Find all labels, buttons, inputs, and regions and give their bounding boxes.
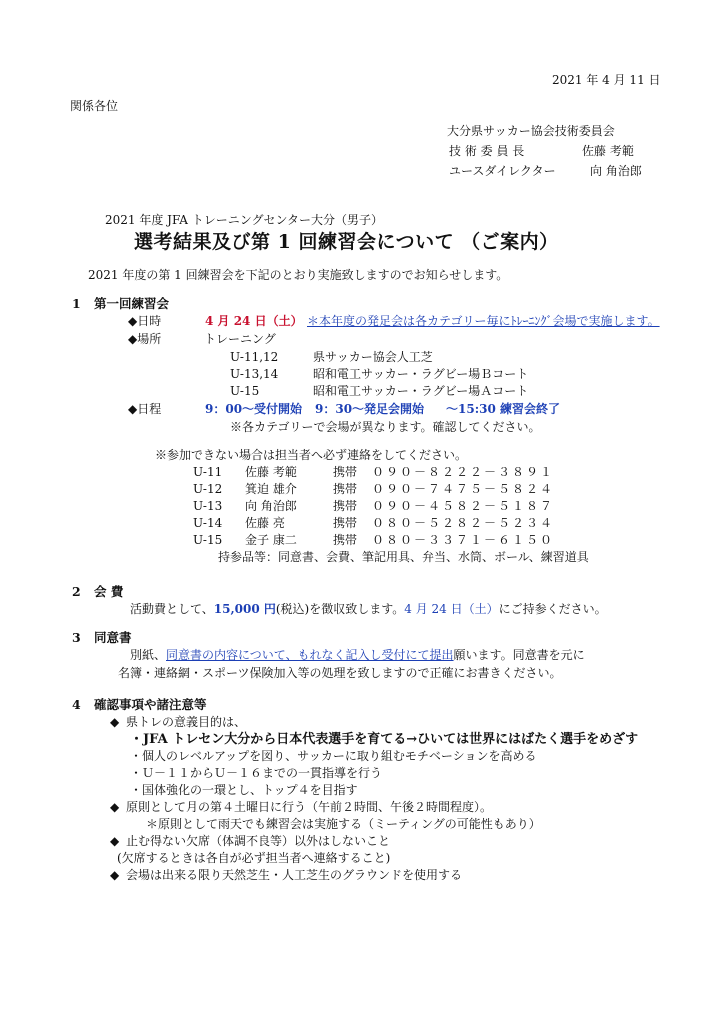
contact-category: U-15 xyxy=(193,533,223,547)
contact-phone-label: 携帯 xyxy=(333,465,358,479)
venue-category: U-13,14 xyxy=(230,367,279,381)
contact-phone-label: 携帯 xyxy=(333,516,358,530)
section-3-number: 3 xyxy=(72,630,81,645)
document-title: 選考結果及び第 1 回練習会について （ご案内） xyxy=(134,231,559,253)
consent-link[interactable]: 同意書の内容について、もれなく記入し受付にて提出 xyxy=(166,648,454,662)
contact-note: ※参加できない場合は担当者へ必ず連絡をしてください。 xyxy=(155,448,468,462)
sender-name-1: 佐藤 考範 xyxy=(582,144,634,158)
contact-phone: ０９０－８２２２－３８９１ xyxy=(372,465,555,479)
purpose-item: ・個人のレベルアップを図り、サッカーに取り組むモチベーションを高める xyxy=(130,749,537,763)
contact-name: 箕迫 雄介 xyxy=(245,482,297,496)
contact-phone: ０９０－７４７５－５８２４ xyxy=(372,482,555,496)
diamond-bullet-icon: ◆ xyxy=(110,834,120,848)
fee-amount: 15,000 円 xyxy=(213,602,276,616)
document-subtitle: 2021 年度 JFA トレーニングセンター大分（男子） xyxy=(105,213,384,227)
contact-name: 佐藤 考範 xyxy=(245,465,297,479)
sender-organization: 大分県サッカー協会技術委員会 xyxy=(447,124,615,138)
venue-category: U-15 xyxy=(230,384,260,398)
contact-phone-label: 携帯 xyxy=(333,533,358,547)
purpose-main: ・JFA トレセン大分から日本代表選手を育てる→ひいては世界にはばたく選手をめざす xyxy=(130,732,639,747)
rule-absence: ◆ 止む得ない欠席（体調不良等）以外はしないこと xyxy=(110,834,391,848)
datetime-label: ◆日時 xyxy=(128,314,162,328)
rule-venue: ◆ 会場は出来る限り天然芝生・人工芝生のグラウンドを使用する xyxy=(110,868,463,882)
section-1-number: 1 xyxy=(72,296,81,311)
venue-name: 昭和電工サッカー・ラグビー場Ａコート xyxy=(313,384,529,398)
section-1-heading: 第一回練習会 xyxy=(94,296,170,311)
venue-name: 県サッカー協会人工芝 xyxy=(313,350,433,364)
diamond-bullet-icon: ◆ xyxy=(110,715,120,729)
intro-text: 2021 年度の第 1 回練習会を下記のとおり実施致しますのでお知らせします。 xyxy=(88,268,509,282)
diamond-bullet-icon: ◆ xyxy=(110,868,120,882)
meeting-time: 9：30～発足会開始 xyxy=(315,402,425,416)
purpose-heading: ◆ 県トレの意義目的は、 xyxy=(110,715,247,729)
contact-phone-label: 携帯 xyxy=(333,482,358,496)
sender-name-2: 向 角治郎 xyxy=(590,164,642,178)
diamond-bullet-icon: ◆ xyxy=(110,800,120,814)
contact-category: U-13 xyxy=(193,499,223,513)
schedule-label: ◆日程 xyxy=(128,402,162,416)
end-time: ～15:30 練習会終了 xyxy=(446,402,561,416)
consent-prefix: 別紙、 xyxy=(130,648,167,662)
items-to-bring: 持参品等：同意書、会費、筆記用具、弁当、水筒、ボール、練習道具 xyxy=(218,550,589,564)
contact-phone: ０９０－４５８２－５１８７ xyxy=(372,499,555,513)
section-2-number: 2 xyxy=(72,584,81,599)
place-label: ◆場所 xyxy=(128,332,162,346)
venue-note: ＊本年度の発足会は各カテゴリー毎にﾄﾚｰﾆﾝｸﾞ会場で実施します。 xyxy=(307,314,660,328)
sender-title-1: 技 術 委 員 長 xyxy=(449,144,525,158)
addressee: 関係各位 xyxy=(70,99,119,113)
reception-time: 9：00～受付開始 xyxy=(205,402,303,416)
fee-suffix: にご持参ください。 xyxy=(498,602,607,616)
consent-line-2: 名簿・連絡網・スポーツ保険加入等の処理を致しますので正確にお書きください。 xyxy=(118,666,562,680)
section-4-number: 4 xyxy=(72,697,81,712)
venue-category: U-11,12 xyxy=(230,350,279,364)
fee-text xyxy=(130,602,607,616)
contact-category: U-11 xyxy=(193,465,223,479)
contact-phone-label: 携帯 xyxy=(333,499,358,513)
contact-name: 向 角治郎 xyxy=(245,499,297,513)
section-4-heading: 確認事項や諸注意等 xyxy=(94,697,207,712)
document-date: 2021 年 4 月 11 日 xyxy=(552,73,661,87)
rule-absence-note: (欠席するときは各自が必ず担当者へ連絡すること) xyxy=(117,851,391,865)
contact-name: 佐藤 亮 xyxy=(245,516,285,530)
contact-name: 金子 康二 xyxy=(245,533,297,547)
contact-category: U-14 xyxy=(193,516,223,530)
rule-schedule: ◆ 原則として月の第４土曜日に行う（午前２時間、午後２時間程度）。 xyxy=(110,800,493,814)
consent-suffix: 願います。同意書を元に xyxy=(453,648,585,662)
purpose-item: ・Ｕ－１１からＵ－１６までの一貫指導を行う xyxy=(130,766,383,780)
venue-differs-note: ※各カテゴリーで会場が異なります。確認してください。 xyxy=(230,420,541,434)
consent-line-1 xyxy=(130,648,585,662)
datetime-value: 4 月 24 日（土） xyxy=(205,314,303,328)
section-3-heading: 同意書 xyxy=(94,630,132,645)
fee-date: 4 月 24 日（土） xyxy=(404,602,499,616)
place-value: トレーニング xyxy=(204,332,276,346)
fee-prefix: 活動費として、 xyxy=(130,602,214,616)
contact-phone: ０８０－３３７１－６１５０ xyxy=(372,533,555,547)
section-2-heading: 会 費 xyxy=(94,584,124,599)
purpose-item: ・国体強化の一環とし、トップ４を目指す xyxy=(130,783,358,797)
sender-title-2: ユースダイレクター xyxy=(449,164,556,178)
venue-name: 昭和電工サッカー・ラグビー場Ｂコート xyxy=(313,367,529,381)
contact-category: U-12 xyxy=(193,482,223,496)
contact-phone: ０８０－５２８２－５２３４ xyxy=(372,516,555,530)
rule-schedule-note: ＊原則として雨天でも練習会は実施する（ミーティングの可能性もあり） xyxy=(146,817,541,831)
fee-middle: (税込)を徴収致します。 xyxy=(275,602,405,616)
